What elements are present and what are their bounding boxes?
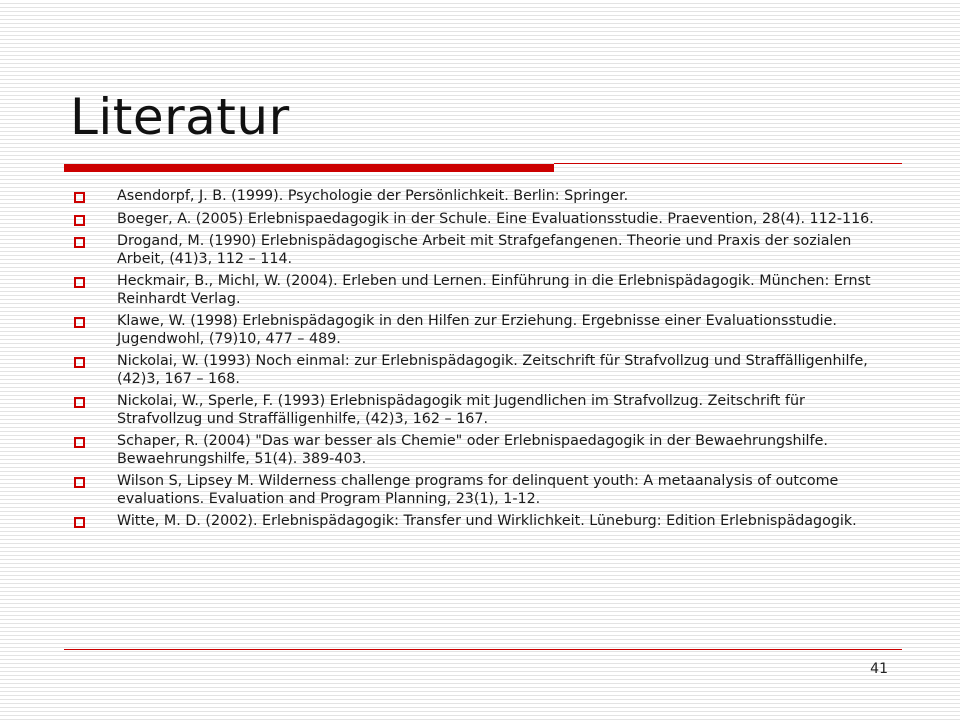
hollow-square-icon — [74, 517, 85, 528]
reference-text: Drogand, M. (1990) Erlebnispädagogische Arbeit mit Strafgefangenen. Theorie und Praxis der sozialen Arbeit, (41)3, 112 – 114. — [117, 233, 852, 267]
title-underline-thin — [554, 163, 902, 164]
reference-item — [70, 353, 890, 388]
reference-text: Nickolai, W. (1993) Noch einmal: zur Erlebnispädagogik. Zeitschrift für Strafvollzug und Straffälligenhilfe, (42)3, 167 – 168. — [117, 353, 868, 387]
reference-item — [70, 393, 890, 428]
hollow-square-icon — [74, 237, 85, 248]
reference-item — [70, 513, 890, 531]
hollow-square-icon — [74, 215, 85, 226]
slide-title: Literatur — [70, 88, 290, 146]
reference-text: Schaper, R. (2004) "Das war besser als Chemie" oder Erlebnispaedagogik in der Bewaehrungshilfe. Bewaehrungshilfe, 51(4). 389-403. — [117, 433, 828, 467]
reference-text: Wilson S, Lipsey M. Wilderness challenge programs for delinquent youth: A metaanalysis of outcome evaluations. Evaluation and Program Planning, 23(1), 1-12. — [117, 473, 839, 507]
reference-text: Nickolai, W., Sperle, F. (1993) Erlebnispädagogik mit Jugendlichen im Strafvollzug. Zeitschrift für Strafvollzug und Straffälligenhilfe, (42)3, 162 – 167. — [117, 393, 805, 427]
reference-item — [70, 313, 890, 348]
reference-item — [70, 433, 890, 468]
reference-text: Klawe, W. (1998) Erlebnispädagogik in den Hilfen zur Erziehung. Ergebnisse einer Evaluationsstudie. Jugendwohl, (79)10, 477 – 489. — [117, 313, 837, 347]
reference-item — [70, 211, 890, 229]
reference-text: Witte, M. D. (2002). Erlebnispädagogik: Transfer und Wirklichkeit. Lüneburg: Edition Erlebnispädagogik. — [117, 513, 857, 529]
hollow-square-icon — [74, 397, 85, 408]
reference-item — [70, 188, 890, 206]
hollow-square-icon — [74, 192, 85, 203]
hollow-square-icon — [74, 477, 85, 488]
hollow-square-icon — [74, 437, 85, 448]
reference-item — [70, 233, 890, 268]
reference-item — [70, 273, 890, 308]
footer-divider — [64, 649, 902, 650]
hollow-square-icon — [74, 317, 85, 328]
reference-item — [70, 473, 890, 508]
page-number: 41 — [870, 661, 888, 677]
hollow-square-icon — [74, 277, 85, 288]
reference-text: Heckmair, B., Michl, W. (2004). Erleben und Lernen. Einführung in die Erlebnispädagogik. München: Ernst Reinhardt Verlag. — [117, 273, 871, 307]
reference-text: Boeger, A. (2005) Erlebnispaedagogik in der Schule. Eine Evaluationsstudie. Praevention, 28(4). 112-116. — [117, 210, 874, 227]
reference-text: Asendorpf, J. B. (1999). Psychologie der Persönlichkeit. Berlin: Springer. — [117, 188, 629, 204]
reference-list — [70, 188, 890, 536]
title-underline-accent — [64, 164, 554, 172]
hollow-square-icon — [74, 357, 85, 368]
